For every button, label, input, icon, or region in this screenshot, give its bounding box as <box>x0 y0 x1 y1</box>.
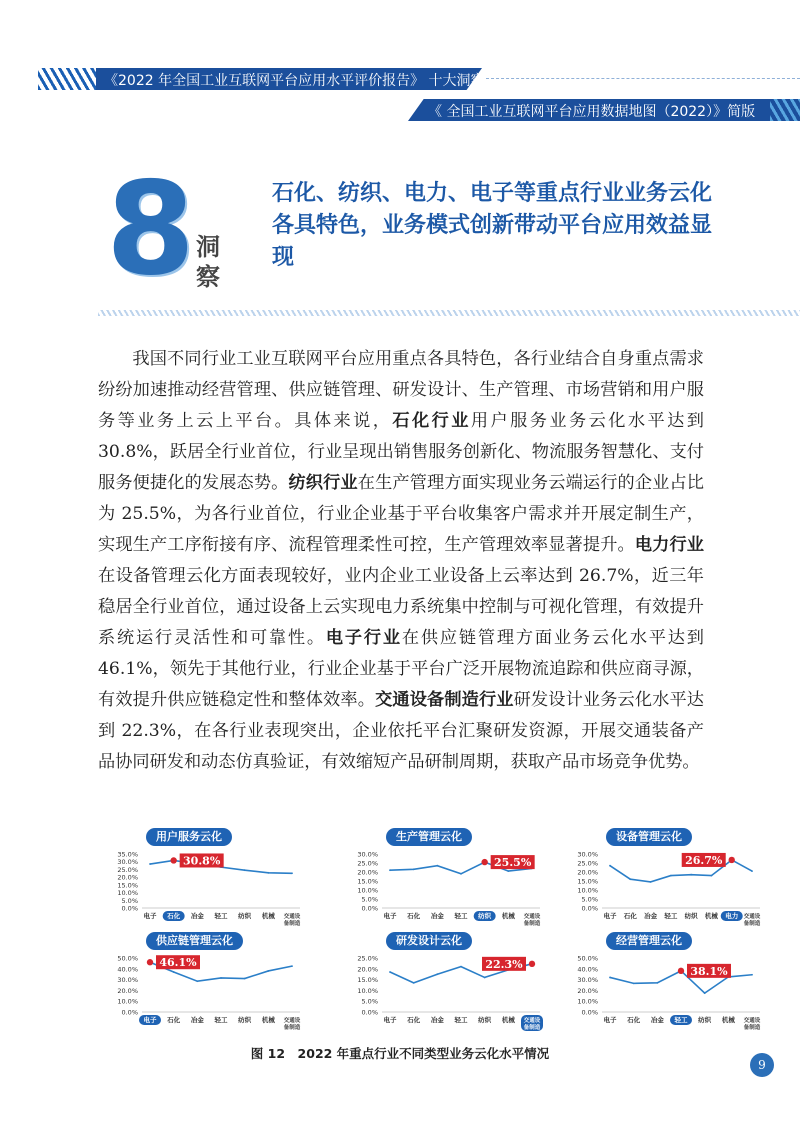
data-point <box>690 874 692 876</box>
x-tick-text: 电子 <box>383 912 397 920</box>
y-tick-label: 20.0% <box>117 986 138 995</box>
y-tick-label: 15.0% <box>117 881 138 890</box>
x-tick-text: 备制造 <box>743 1025 761 1031</box>
x-tick-text: 轻工 <box>214 1016 228 1024</box>
x-tick-label <box>454 911 469 920</box>
chart-title: 研发设计云化 <box>386 932 472 950</box>
y-tick-label: 0.0% <box>361 1008 378 1017</box>
x-tick-label <box>139 1015 161 1025</box>
x-tick-text: 轻工 <box>674 1016 688 1024</box>
x-tick-text: 纺织 <box>478 912 492 920</box>
x-tick-label <box>238 911 252 920</box>
y-tick-label: 25.0% <box>357 954 378 963</box>
data-point <box>291 965 293 967</box>
x-tick-text: 纺织 <box>684 912 698 920</box>
x-tick-label <box>521 1015 543 1031</box>
x-tick-label <box>144 911 158 920</box>
x-tick-label <box>284 912 301 927</box>
y-tick-label: 10.0% <box>357 886 378 895</box>
chart-svg <box>560 828 770 928</box>
section-divider <box>98 310 800 316</box>
x-tick-label <box>502 911 516 920</box>
x-tick-text: 电子 <box>143 1016 157 1024</box>
data-point <box>149 863 151 865</box>
data-point <box>173 971 175 973</box>
data-point <box>751 870 753 872</box>
body-text-5: 在供应链管理方面业务云化水平达到 46.1%，领先于其他行业，行业企业基于平台广泛开展物流追踪和供应商寻源，有效提升供应链稳定性和整体效率。 <box>98 628 704 710</box>
chart-4 <box>340 932 550 1032</box>
y-tick-label: 15.0% <box>577 877 598 886</box>
x-tick-label <box>384 1015 398 1024</box>
figure-caption: 图 12 2022 年重点行业不同类型业务云化水平情况 <box>250 1046 550 1061</box>
data-point <box>389 869 391 871</box>
x-tick-text: 纺织 <box>238 1016 252 1024</box>
header-line-2 <box>0 96 800 124</box>
y-tick-label: 30.0% <box>577 850 598 859</box>
chart-1 <box>340 828 550 928</box>
highlight-point <box>170 857 176 863</box>
data-point <box>650 881 652 883</box>
series-line <box>610 860 752 882</box>
x-tick-label <box>644 911 658 920</box>
highlight-label: 38.1% <box>690 964 728 978</box>
data-point <box>484 977 486 979</box>
chart-title: 经营管理云化 <box>606 932 692 950</box>
y-tick-label: 50.0% <box>577 954 598 963</box>
data-point <box>267 970 269 972</box>
x-tick-text: 机械 <box>704 912 718 920</box>
body-bold-1: 石化行业 <box>392 411 471 431</box>
x-tick-text: 交通设 <box>743 1018 761 1024</box>
data-point <box>413 982 415 984</box>
x-tick-text: 交通设 <box>283 1018 301 1024</box>
x-tick-label <box>238 1015 252 1024</box>
data-point <box>629 878 631 880</box>
y-tick-label: 20.0% <box>577 986 598 995</box>
y-tick-label: 30.0% <box>117 976 138 985</box>
y-tick-label: 20.0% <box>357 965 378 974</box>
x-tick-label <box>191 911 205 920</box>
header-title-2: 《 全国工业互联网平台应用数据地图（2022）》简版 <box>428 104 756 120</box>
y-tick-label: 15.0% <box>357 877 378 886</box>
x-tick-text: 石化 <box>623 912 637 920</box>
y-tick-label: 5.0% <box>361 895 378 904</box>
y-tick-label: 25.0% <box>357 859 378 868</box>
page-number: 9 <box>750 1053 774 1077</box>
y-tick-label: 35.0% <box>117 850 138 859</box>
highlight-point <box>729 857 735 863</box>
y-tick-label: 10.0% <box>117 997 138 1006</box>
chart-svg <box>100 828 310 928</box>
y-tick-label: 5.0% <box>361 997 378 1006</box>
x-tick-text: 石化 <box>167 1016 181 1024</box>
x-tick-label <box>524 912 541 927</box>
data-point <box>291 872 293 874</box>
x-tick-label <box>705 911 719 920</box>
data-point <box>507 870 509 872</box>
insight-title: 石化、纺织、电力、电子等重点行业业务云化各具特色，业务模式创新带动平台应用效益显现 <box>272 181 713 270</box>
x-tick-label <box>407 1015 421 1024</box>
x-tick-label <box>502 1015 516 1024</box>
x-tick-label <box>262 1015 276 1024</box>
x-tick-label <box>431 911 445 920</box>
x-tick-label <box>384 911 398 920</box>
data-point <box>460 873 462 875</box>
x-tick-text: 备制造 <box>523 1025 541 1031</box>
x-tick-text: 备制造 <box>283 1025 301 1031</box>
highlight-label: 25.5% <box>494 856 532 870</box>
highlight-point <box>529 961 535 967</box>
body-text-3: 在生产管理方面实现业务云端运行的企业占比为 25.5%，为各行业首位，行业企业基于平台收集客户需求并开展定制生产，实现生产工序衔接有序、流程管理柔性可控，生产管理效率显著提升。 <box>98 473 704 555</box>
insight-label <box>196 232 220 292</box>
y-tick-label: 10.0% <box>577 886 598 895</box>
body-text-6: 研发设计业务云化水平达到 22.3%，在各行业表现突出，企业依托平台汇聚研发资源，开展交通装备产品协同研发和动态仿真验证，有效缩短产品研制周期，获取产品市场竞争优势。 <box>98 690 704 772</box>
chart-svg <box>340 828 550 928</box>
x-tick-label <box>651 1015 665 1024</box>
x-tick-text: 机械 <box>261 912 275 920</box>
x-tick-text: 电子 <box>143 912 157 920</box>
x-tick-label <box>167 1015 181 1024</box>
x-tick-text: 石化 <box>407 1016 421 1024</box>
x-tick-text: 备制造 <box>523 921 541 927</box>
body-text-4: 在设备管理云化方面表现较好，业内企业工业设备上云率达到 26.7%，近三年稳居全行业首位，通过设备上云实现电力系统集中控制与可视化管理，有效提升系统运行灵活性和可靠性。 <box>98 566 704 648</box>
data-point <box>460 966 462 968</box>
insight-badge <box>98 155 268 304</box>
y-tick-label: 5.0% <box>581 895 598 904</box>
highlight-label: 30.8% <box>183 854 221 868</box>
highlight-point <box>481 859 487 865</box>
y-tick-label: 20.0% <box>577 868 598 877</box>
y-tick-label: 15.0% <box>357 976 378 985</box>
data-point <box>436 973 438 975</box>
body-bold-2: 纺织行业 <box>288 473 358 493</box>
y-tick-label: 20.0% <box>117 873 138 882</box>
x-tick-label <box>163 911 185 921</box>
chart-title: 设备管理云化 <box>606 828 692 846</box>
y-tick-label: 40.0% <box>117 965 138 974</box>
header-line-1 <box>0 62 800 92</box>
highlight-point <box>147 959 153 965</box>
data-point <box>196 980 198 982</box>
y-tick-label: 0.0% <box>361 904 378 913</box>
chart-title: 供应链管理云化 <box>146 932 243 950</box>
chart-2 <box>560 828 770 928</box>
x-tick-text: 冶金 <box>190 912 204 920</box>
data-point <box>244 978 246 980</box>
body-paragraph <box>98 344 704 778</box>
insight-label-bottom: 察 <box>196 263 220 291</box>
x-tick-label <box>744 1016 761 1031</box>
x-tick-text: 交通设 <box>743 914 761 920</box>
y-tick-label: 25.0% <box>117 865 138 874</box>
data-point <box>711 875 713 877</box>
x-tick-label <box>454 1015 469 1024</box>
x-tick-text: 备制造 <box>283 921 301 927</box>
x-tick-label <box>721 911 743 921</box>
x-tick-label <box>722 1015 736 1024</box>
x-tick-label <box>604 1015 618 1024</box>
y-tick-label: 40.0% <box>577 965 598 974</box>
body-text-1: 我国不同行业工业互联网平台应用重点各具特色，各行业结合自身重点需求纷纷加速推动经营管理、供应链管理、研发设计、生产管理、市场营销和用户服务等业务上云上平台。具体来说， <box>98 349 704 431</box>
x-tick-label <box>627 1015 641 1024</box>
body-bold-4: 电子行业 <box>325 628 402 648</box>
x-tick-text: 纺织 <box>238 912 252 920</box>
y-tick-label: 30.0% <box>577 976 598 985</box>
chart-5 <box>560 932 770 1032</box>
x-tick-label <box>214 911 229 920</box>
chart-svg <box>560 932 770 1032</box>
x-tick-label <box>604 911 618 920</box>
y-tick-label: 20.0% <box>357 868 378 877</box>
x-tick-text: 交通设 <box>523 1018 541 1024</box>
x-tick-label <box>262 911 276 920</box>
chart-svg <box>100 932 310 1032</box>
insight-label-top: 洞 <box>196 233 220 261</box>
y-tick-label: 10.0% <box>117 889 138 898</box>
x-tick-text: 轻工 <box>214 912 228 920</box>
x-tick-text: 电力 <box>725 912 739 920</box>
chart-svg <box>340 932 550 1032</box>
y-tick-label: 50.0% <box>117 954 138 963</box>
highlight-label: 22.3% <box>485 957 523 971</box>
data-point <box>413 868 415 870</box>
data-point <box>656 982 658 984</box>
x-tick-text: 冶金 <box>430 1016 444 1024</box>
x-tick-text: 纺织 <box>698 1016 712 1024</box>
body-bold-5: 交通设备制造行业 <box>375 690 514 710</box>
x-tick-label <box>624 911 638 920</box>
x-tick-text: 纺织 <box>478 1016 492 1024</box>
y-tick-label: 25.0% <box>577 859 598 868</box>
y-tick-label: 0.0% <box>121 1008 138 1017</box>
data-point <box>670 875 672 877</box>
x-tick-text: 石化 <box>407 912 421 920</box>
chart-title: 用户服务云化 <box>146 828 232 846</box>
y-tick-label: 0.0% <box>581 904 598 913</box>
y-tick-label: 10.0% <box>357 986 378 995</box>
x-tick-label <box>431 1015 445 1024</box>
x-tick-label <box>214 1015 229 1024</box>
highlight-point <box>678 968 684 974</box>
x-tick-text: 电子 <box>603 912 617 920</box>
x-tick-label <box>744 912 761 927</box>
header-stripes-2 <box>770 99 800 121</box>
data-point <box>633 982 635 984</box>
x-tick-text: 冶金 <box>650 1016 664 1024</box>
x-tick-label <box>685 911 699 920</box>
x-tick-label <box>407 911 421 920</box>
x-tick-label <box>284 1016 301 1031</box>
x-tick-label <box>478 1015 492 1024</box>
x-tick-text: 机械 <box>261 1016 275 1024</box>
x-tick-text: 备制造 <box>743 921 761 927</box>
data-point <box>751 974 753 976</box>
x-tick-text: 轻工 <box>664 912 678 920</box>
data-point <box>389 971 391 973</box>
header-stripes <box>38 68 98 90</box>
x-tick-text: 机械 <box>721 1016 735 1024</box>
data-point <box>609 977 611 979</box>
x-tick-text: 交通设 <box>523 914 541 920</box>
y-tick-label: 0.0% <box>581 1008 598 1017</box>
highlight-label: 46.1% <box>159 956 197 970</box>
data-point <box>704 992 706 994</box>
header-divider <box>486 78 800 79</box>
x-tick-label <box>663 911 678 920</box>
x-tick-text: 冶金 <box>190 1016 204 1024</box>
x-tick-label <box>191 1015 205 1024</box>
x-tick-text: 冶金 <box>644 912 658 920</box>
y-tick-label: 5.0% <box>121 896 138 905</box>
x-tick-text: 机械 <box>501 912 515 920</box>
x-tick-text: 交通设 <box>283 914 301 920</box>
x-tick-text: 轻工 <box>454 1016 468 1024</box>
x-tick-label <box>670 1015 692 1025</box>
chart-title: 生产管理云化 <box>386 828 472 846</box>
data-point <box>220 977 222 979</box>
insight-number: 8 <box>106 155 196 304</box>
chart-3 <box>100 932 310 1032</box>
body-bold-3: 电力行业 <box>634 535 704 555</box>
y-tick-label: 30.0% <box>117 858 138 867</box>
highlight-label: 26.7% <box>685 853 723 867</box>
x-tick-text: 冶金 <box>430 912 444 920</box>
y-tick-label: 30.0% <box>357 850 378 859</box>
y-tick-label: 10.0% <box>577 997 598 1006</box>
x-tick-text: 轻工 <box>454 912 468 920</box>
x-tick-text: 机械 <box>501 1016 515 1024</box>
data-point <box>436 865 438 867</box>
x-tick-label <box>474 911 496 921</box>
x-tick-label <box>698 1015 712 1024</box>
header-title-1: 《2022 年全国工业互联网平台应用水平评价报告》 十大洞察 <box>104 73 485 89</box>
data-point <box>267 872 269 874</box>
x-tick-text: 电子 <box>383 1016 397 1024</box>
x-tick-text: 电子 <box>603 1016 617 1024</box>
x-tick-text: 石化 <box>167 912 181 920</box>
body-text-2: 用户服务业务云化水平达到 30.8%，跃居全行业首位，行业呈现出销售服务创新化、物流服务智慧化、支付服务便捷化的发展态势。 <box>98 411 704 493</box>
y-tick-label: 0.0% <box>121 904 138 913</box>
chart-0 <box>100 828 310 928</box>
data-point <box>609 865 611 867</box>
x-tick-text: 石化 <box>627 1016 641 1024</box>
data-point <box>244 869 246 871</box>
